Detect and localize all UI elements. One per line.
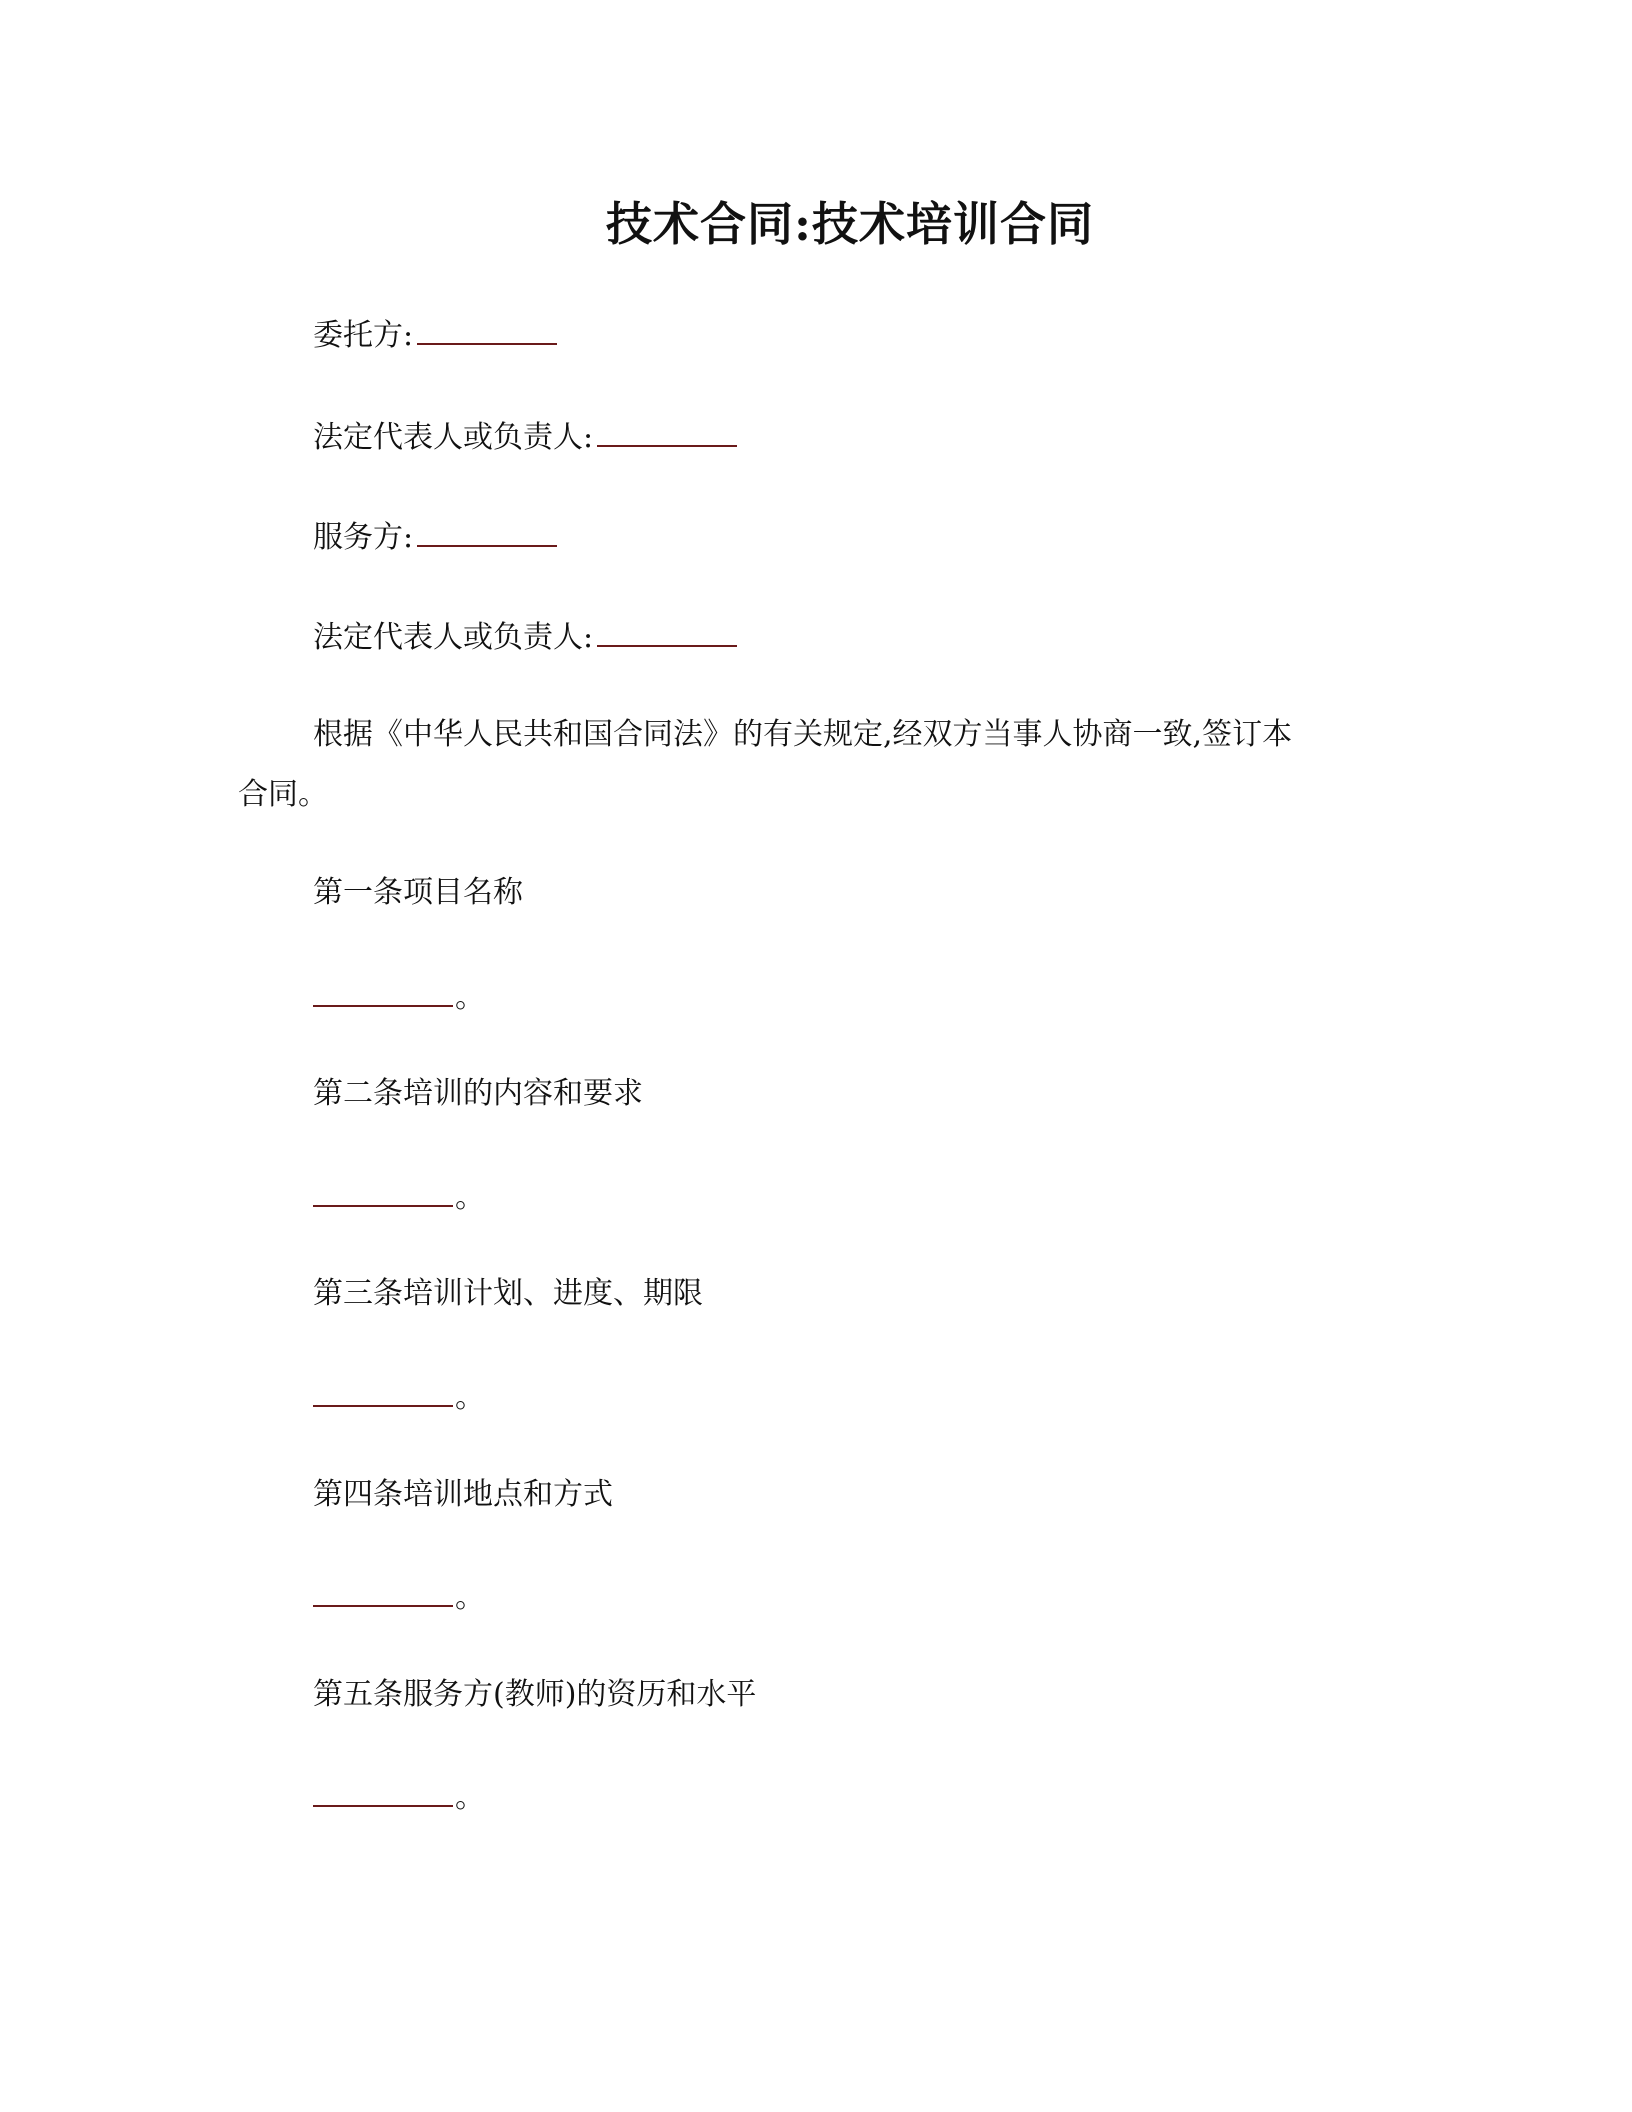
party-client: [313, 313, 557, 356]
article-2-blank: [313, 1175, 453, 1207]
party-client-representative-blank: [597, 415, 737, 447]
article-5-blank: [313, 1775, 453, 1807]
party-client-representative-label: 法定代表人或负责人:: [313, 420, 594, 455]
article-3-blank: [313, 1375, 453, 1407]
article-5-blank-line: [313, 1775, 485, 1818]
page-title: 技术合同:技术培训合同: [606, 197, 1094, 251]
article-5-period: 。: [455, 1780, 485, 1815]
article-1-blank-line: [313, 975, 485, 1018]
party-provider-representative-blank: [597, 615, 737, 647]
party-provider-blank: [417, 515, 557, 547]
article-4-blank: [313, 1575, 453, 1607]
article-1-blank: [313, 975, 453, 1007]
article-2-heading: 第二条培训的内容和要求: [313, 1076, 643, 1111]
preamble-line-2: 合同。: [238, 777, 328, 812]
party-provider-representative: [313, 615, 737, 658]
party-client-blank: [417, 313, 557, 345]
party-provider-representative-label: 法定代表人或负责人:: [313, 620, 594, 655]
article-3-period: 。: [455, 1380, 485, 1415]
article-1-heading: 第一条项目名称: [313, 875, 523, 910]
party-provider-label: 服务方:: [313, 520, 414, 555]
preamble-line-1: 根据《中华人民共和国合同法》的有关规定,经双方当事人协商一致,签订本: [313, 717, 1293, 752]
article-1-period: 。: [455, 980, 485, 1015]
party-provider: [313, 515, 557, 558]
party-client-representative: [313, 415, 737, 458]
article-3-heading: 第三条培训计划、进度、期限: [313, 1276, 703, 1311]
article-4-blank-line: [313, 1575, 485, 1618]
article-4-heading: 第四条培训地点和方式: [313, 1477, 613, 1512]
article-2-blank-line: [313, 1175, 485, 1218]
article-5-heading: 第五条服务方(教师)的资历和水平: [313, 1677, 757, 1712]
party-client-label: 委托方:: [313, 318, 414, 353]
article-3-blank-line: [313, 1375, 485, 1418]
article-4-period: 。: [455, 1580, 485, 1615]
article-2-period: 。: [455, 1180, 485, 1215]
